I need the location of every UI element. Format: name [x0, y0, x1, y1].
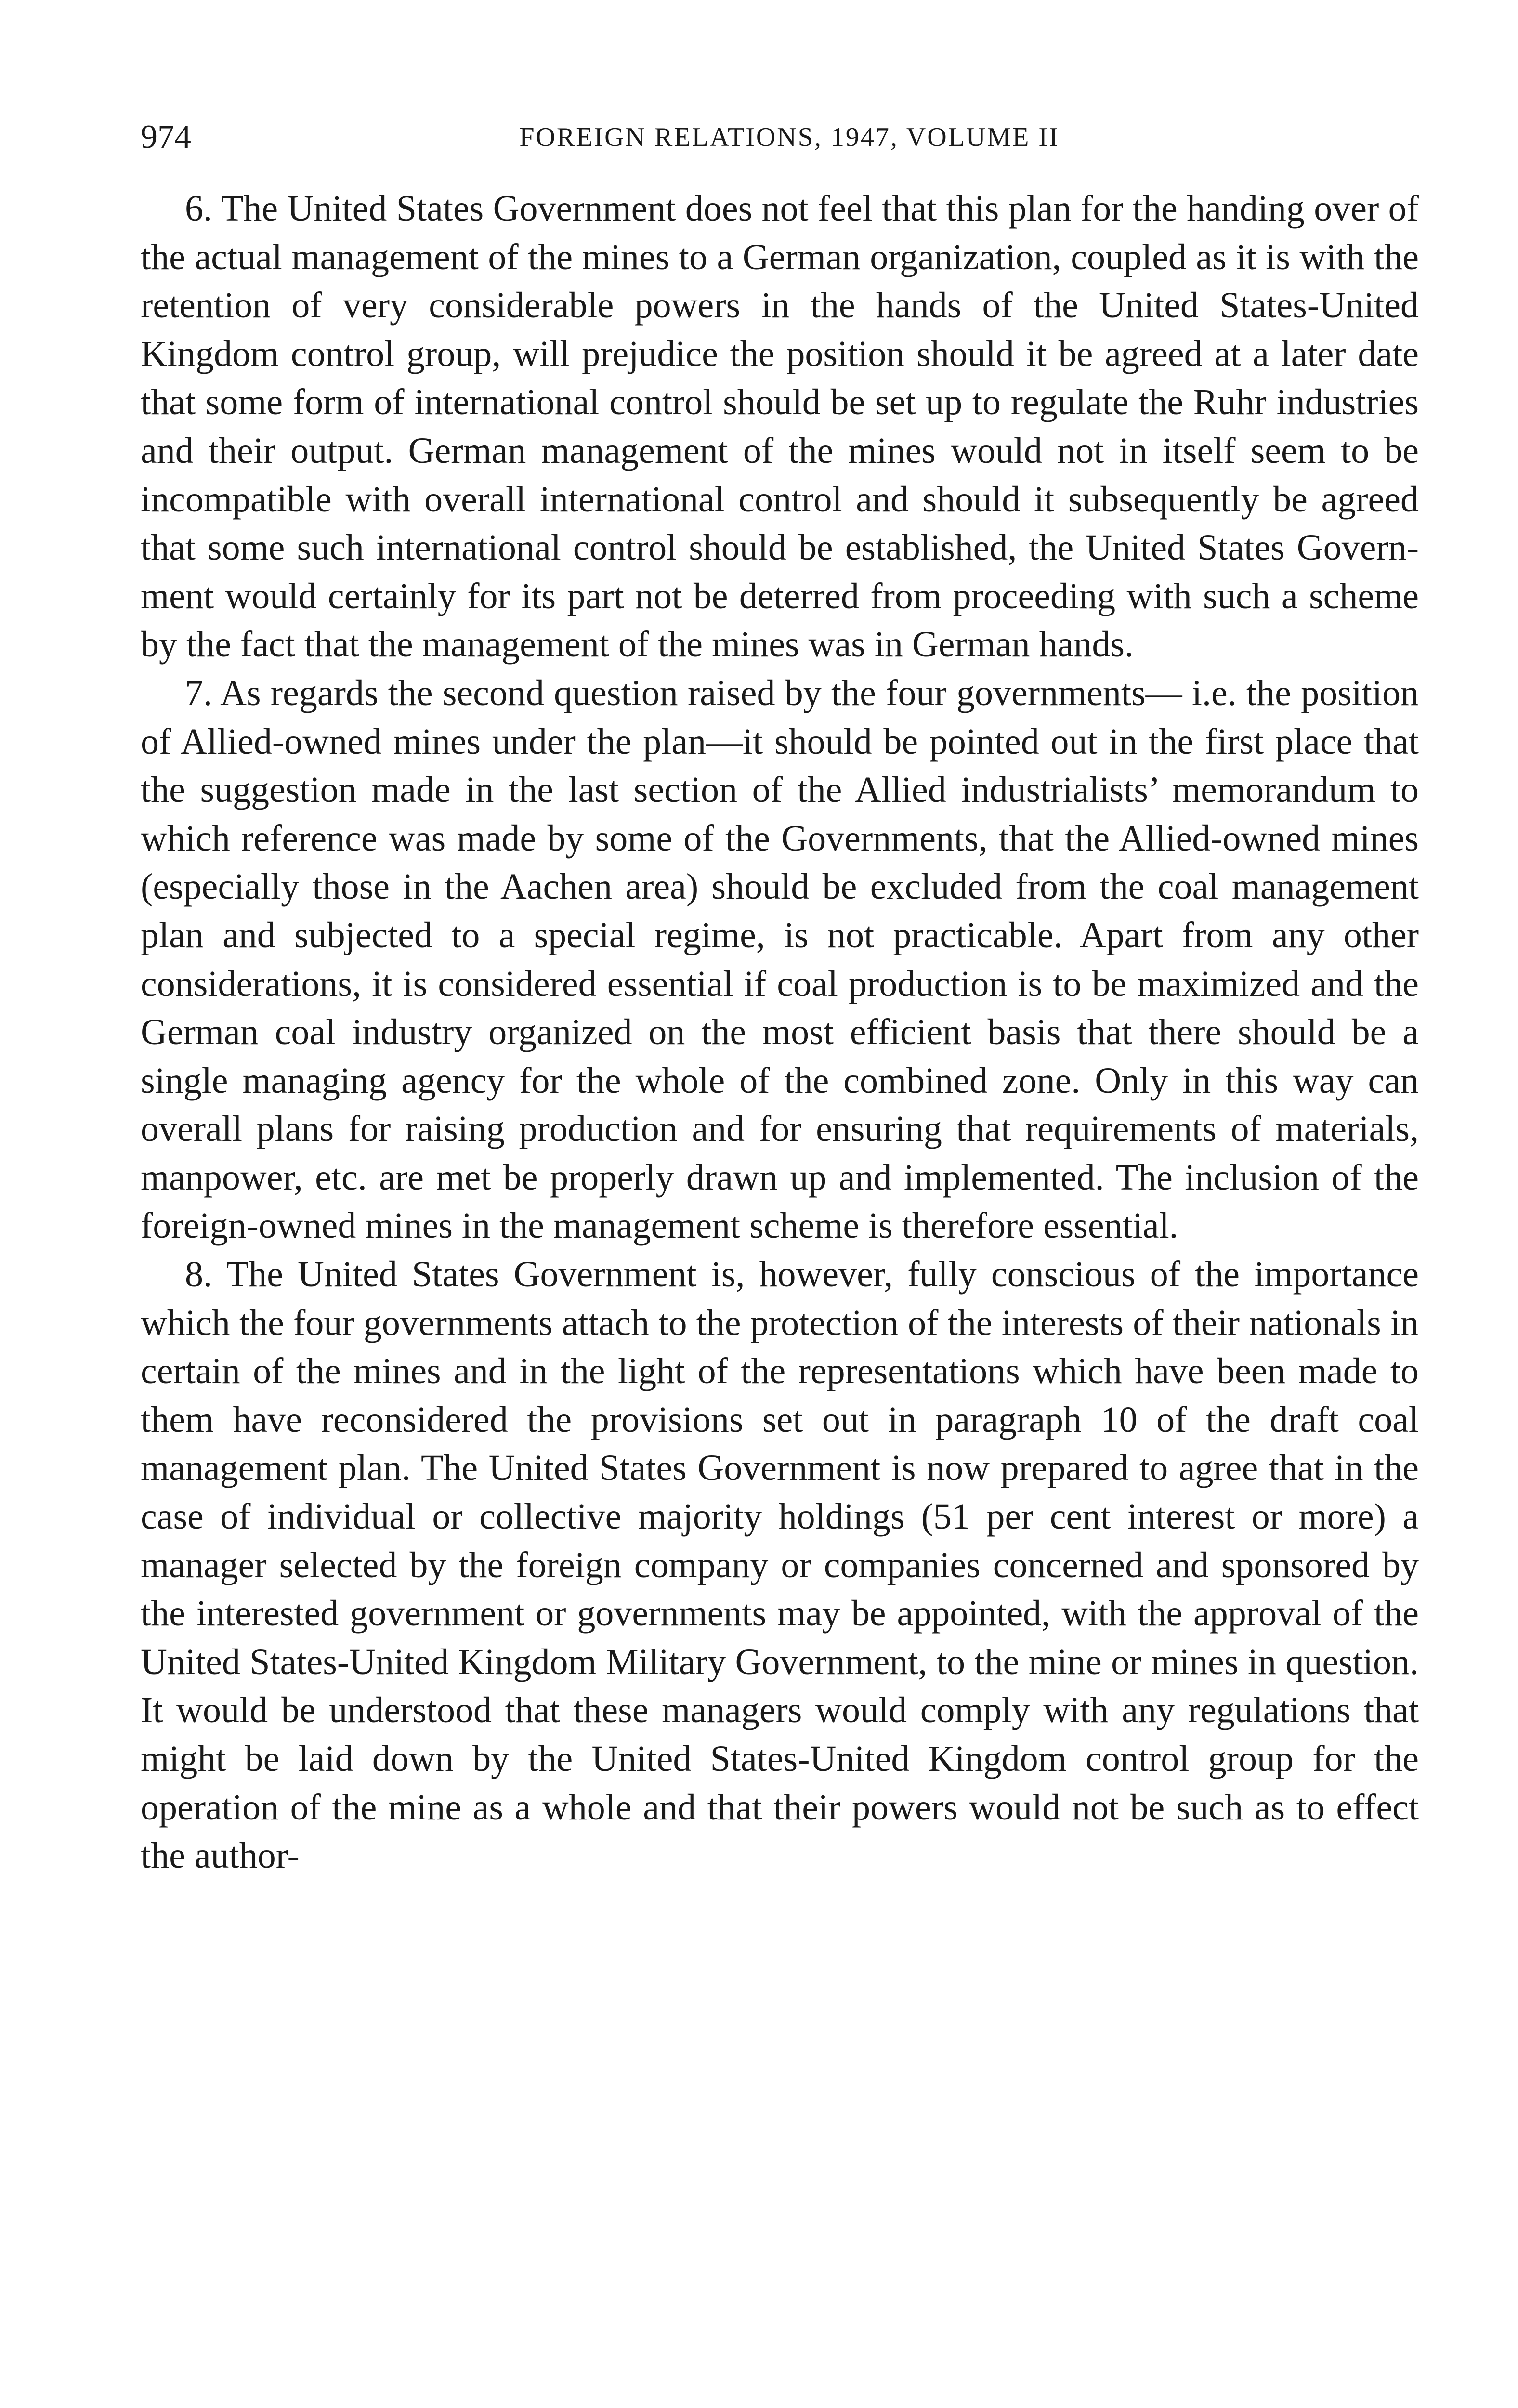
- document-page: [141, 108, 1419, 1880]
- paragraph-7: 7. As regards the second question raised by the four governments— i.e. the position of Allied-owned mines under the plan—it should be pointed out in the first place that the suggestion made in the last section of the Allied industrialists’ memorandum to which reference was made by some of the Governments, that the Allied-owned mines (especially those in the Aachen area) should be excluded from the coal management plan and subjected to a special regime, is not practicable. Apart from any other considerations, it is considered essential if coal production is to be maximized and the German coal industry organized on the most efficient basis that there should be a single managing agency for the whole of the combined zone. Only in this way can overall plans for raising production and for ensuring that requirements of materials, manpower, etc. are met be properly drawn up and implemented. The inclusion of the foreign-owned mines in the management scheme is therefore essential.: [141, 672, 1419, 1246]
- body-text: [141, 184, 1419, 1880]
- paragraph-8: 8. The United States Government is, however, fully conscious of the importance which the four governments attach to the protection of the interests of their nationals in certain of the mines and in the light of the representations which have been made to them have reconsidered the provisions set out in paragraph 10 of the draft coal management plan. The United States Government is now prepared to agree that in the case of individual or collective majority holdings (51 per cent interest or more) a manager selected by the foreign company or companies concerned and sponsored by the interested government or governments may be appointed, with the approval of the United States-United Kingdom Military Government, to the mine or mines in question. It would be understood that these managers would comply with any regulations that might be laid down by the United States-United Kingdom control group for the operation of the mine as a whole and that their powers would not be such as to effect the author-: [141, 1254, 1419, 1876]
- page-number: 974: [141, 118, 191, 156]
- running-head: FOREIGN RELATIONS, 1947, VOLUME II: [519, 122, 1060, 152]
- paragraph-6: 6. The United States Government does not feel that this plan for the handing over of the actual management of the mines to a German organization, coupled as it is with the retention of very considerable powers in the hands of the United States-United Kingdom control group, will prejudice the position should it be agreed at a later date that some form of international control should be set up to regulate the Ruhr industries and their output. German management of the mines would not in itself seem to be incompatible with overall international control and should it subsequently be agreed that some such international control should be established, the United States Government would certainly for its part not be deterred from proceeding with such a scheme by the fact that the management of the mines was in German hands.: [141, 188, 1419, 665]
- page-header: [141, 108, 1419, 166]
